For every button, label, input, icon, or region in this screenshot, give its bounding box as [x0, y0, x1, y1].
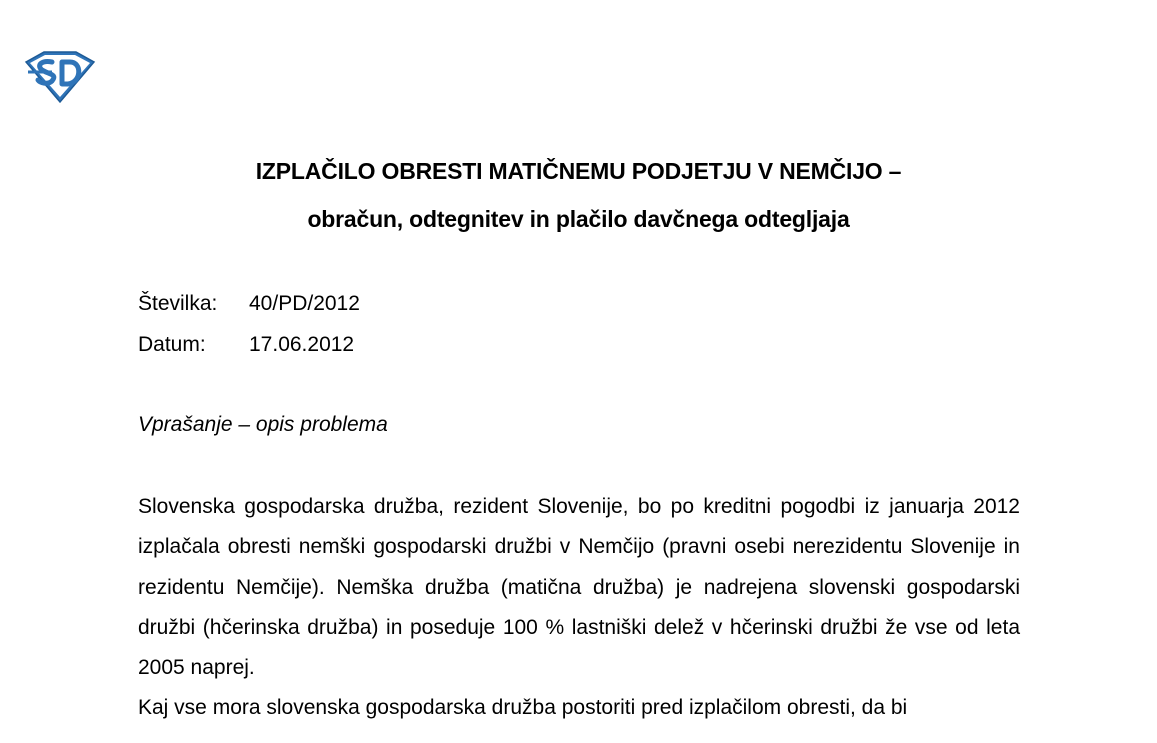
document-date-row: [138, 333, 354, 357]
number-label: Številka:: [138, 292, 218, 315]
document-title-line1: IZPLAČILO OBRESTI MATIČNEMU PODJETJU V NEMČIJO –: [255, 158, 902, 184]
sd-shield-logo-icon: [22, 48, 96, 104]
date-label: Datum:: [138, 333, 206, 356]
paragraph-2: Kaj vse mora slovenska gospodarska družba postoriti pred izplačilom obresti, da bi: [138, 696, 908, 719]
section-heading: Vprašanje – opis problema: [138, 413, 388, 436]
number-value: 40/PD/2012: [249, 292, 360, 315]
document-title-line2: obračun, odtegnitev in plačilo davčnega odtegljaja: [307, 206, 850, 232]
document-number-row: [138, 292, 360, 316]
date-value: 17.06.2012: [249, 333, 355, 356]
paragraph-1: Slovenska gospodarska družba, rezident Slovenije, bo po kreditni pogodbi iz januarja 2012 izplačala obresti nemški gospodarski družbi v Nemčijo (pravni osebi nerezidentu Slovenije in rezidentu Nemčije). Nemška družba (matična družba) je nadrejena slovenski gospodarski družbi (hčerinska družba) in poseduje 100 % lastniški delež v hčerinski družbi že vse od leta 2005 naprej.: [138, 495, 1020, 680]
